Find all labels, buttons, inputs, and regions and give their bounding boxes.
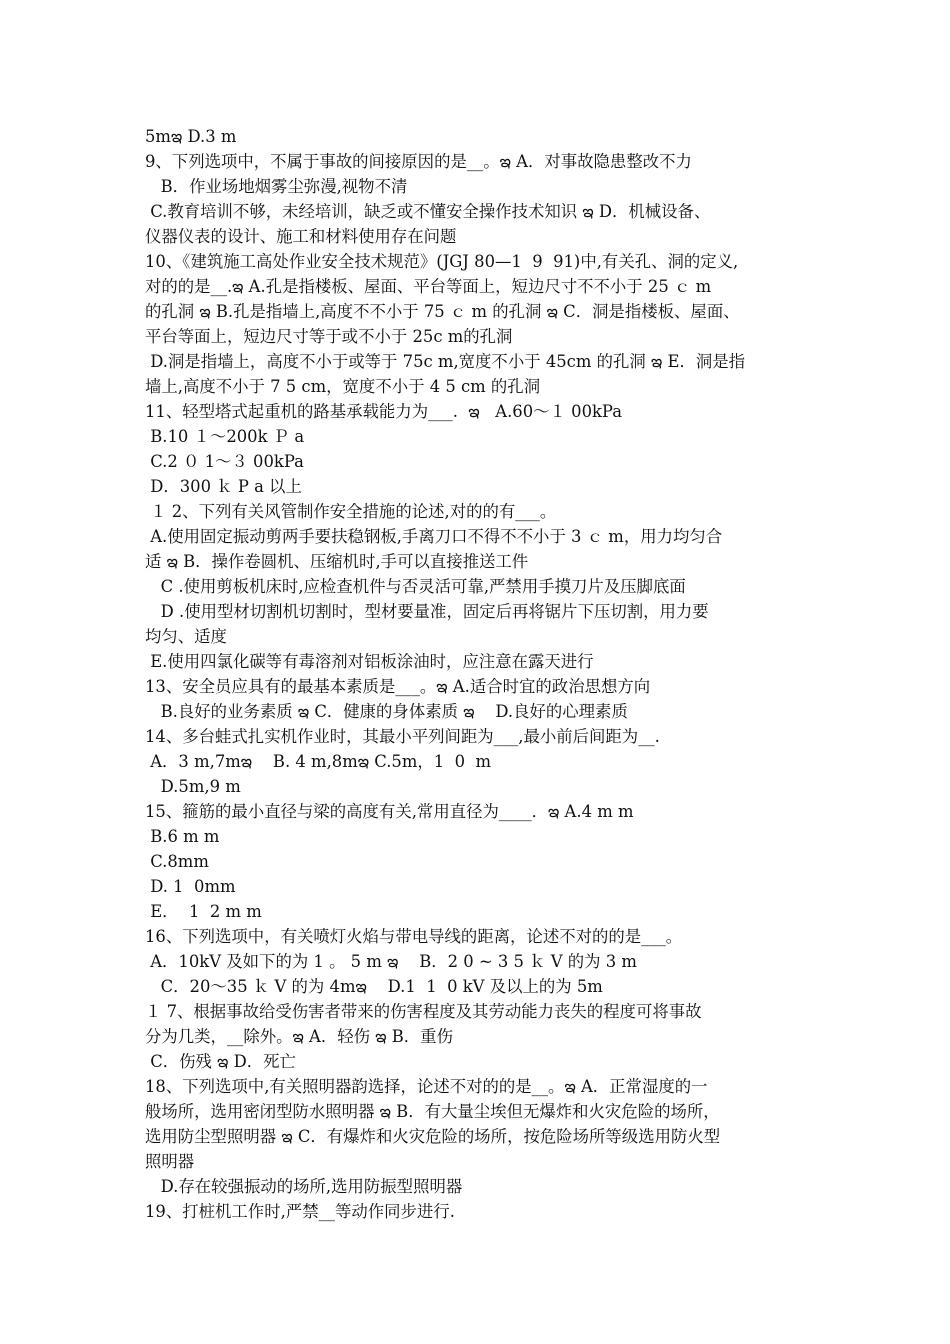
text-line: 10、《建筑施工高处作业安全技术规范》(JGJ 80—1 9 91)中,有关孔、洞的定义,: [145, 252, 739, 271]
text-line: 仪器仪表的设计、施工和材料使用存在问题: [145, 227, 457, 246]
text-line: B．作业场地烟雾尘弥漫,视物不清: [145, 177, 408, 196]
text-line: D.存在较强振动的场所,选用防振型照明器: [145, 1177, 463, 1196]
text-line: 对的的是__.ఇ A.孔是指楼板、屋面、平台等面上，短边尺寸不不小于 25 ｃ m: [145, 277, 712, 296]
text-line: C .使用剪板机床时,应检查机件与否灵活可靠,严禁用手摸刀片及压脚底面: [145, 577, 686, 596]
text-line: １ 7、根据事故给受伤害者带来的伤害程度及其劳动能力丧失的程度可将事故: [145, 1002, 702, 1021]
text-line: D.5m,9 m: [145, 777, 241, 796]
text-line: E.使用四氯化碳等有毒溶剂对铝板涂油时，应注意在露天进行: [145, 652, 594, 671]
text-line: 分为几类，__除外。ఇ A．轻伤 ఇ B．重伤: [145, 1027, 453, 1046]
text-line: 11、轻型塔式起重机的路基承载能力为___. ఇ A.60～１ 00kPa: [145, 402, 622, 421]
text-line: 选用防尘型照明器 ఇ C．有爆炸和火灾危险的场所，按危险场所等级选用防火型: [145, 1127, 721, 1146]
text-line: 适 ఇ B．操作卷圆机、压缩机时,手可以直接推送工件: [145, 552, 529, 571]
text-line: E． 1 2 m m: [145, 902, 262, 921]
text-line: 的孔洞 ఇ B.孔是指墙上,高度不不小于 75 ｃ m 的孔洞 ఇ C．洞是指楼板、屋面、: [145, 302, 740, 321]
text-line: C．伤残 ఇ D．死亡: [145, 1052, 296, 1071]
text-line: C.8mm: [145, 852, 209, 871]
text-line: 均匀、适度: [145, 627, 227, 646]
document-body: [145, 124, 820, 1224]
text-line: A．10kV 及如下的为 1 。 5 m ఇ B．2 0 ~ 3 5 ｋ V 的为 3 m: [145, 952, 637, 971]
text-line: 18、下列选项中,有关照明器韵选择，论述不对的的是__。ఇ A．正常湿度的一: [145, 1077, 708, 1096]
text-line: D .使用型材切割机切割时，型材要量准，固定后再将锯片下压切割，用力要: [145, 602, 709, 621]
text-line: 般场所，选用密闭型防水照明器 ఇ B．有大量尘埃但无爆炸和火灾危险的场所，: [145, 1102, 720, 1121]
text-line: D. 1 0mm: [145, 877, 236, 896]
text-line: 16、下列选项中，有关喷灯火焰与带电导线的距离，论述不对的的是___。: [145, 927, 683, 946]
text-line: C.教育培训不够，未经培训，缺乏或不懂安全操作技术知识 ఇ D．机械设备、: [145, 202, 711, 221]
text-line: A．3 m,7mఇ B. 4 m,8mఇ C.5m，1 0 m: [145, 752, 492, 771]
text-line: 照明器: [145, 1152, 195, 1171]
text-line: 13、安全员应具有的最基本素质是___。ఇ A.适合时宜的政治思想方向: [145, 677, 651, 696]
text-line: B.6 m m: [145, 827, 220, 846]
text-line: 15、箍筋的最小直径与梁的高度有关,常用直径为____．ఇ A.4 m m: [145, 802, 634, 821]
text-line: 墙上,高度不小于 7 5 cm，宽度不小于 4 5 cm 的孔洞: [145, 377, 541, 396]
text-line: 14、多台蛙式扎实机作业时，其最小平列间距为___,最小前后间距为__.: [145, 727, 660, 746]
text-line: １ 2、下列有关风管制作安全措施的论述,对的的有___。: [145, 502, 557, 521]
text-line: B.良好的业务素质 ఇ C．健康的身体素质 ఇ D.良好的心理素质: [145, 702, 628, 721]
text-line: 19、打桩机工作时,严禁__等动作同步进行.: [145, 1202, 455, 1221]
text-line: 9、下列选项中，不属于事故的间接原因的是__。ఇ A．对事故隐患整改不力: [145, 152, 692, 171]
text-line: C．20～35 ｋ V 的为 4mఇ D.1 1 0 kV 及以上的为 5m: [145, 977, 603, 996]
text-line: A.使用固定振动剪两手要扶稳钢板,手离刀口不得不不小于 3 ｃ m，用力均匀合: [145, 527, 723, 546]
text-line: D．300 ｋ P a 以上: [145, 477, 302, 496]
text-line: 5mఇ D.3 m: [145, 127, 237, 146]
text-line: D.洞是指墙上，高度不小于或等于 75c m,宽度不小于 45cm 的孔洞 ఇ E．洞是指: [145, 352, 746, 371]
text-line: C.2 ０ 1～３ 00kPa: [145, 452, 304, 471]
text-line: 平台等面上，短边尺寸等于或不小于 25c m的孔洞: [145, 327, 513, 346]
text-line: B.10 １～200k Ｐ a: [145, 427, 305, 446]
